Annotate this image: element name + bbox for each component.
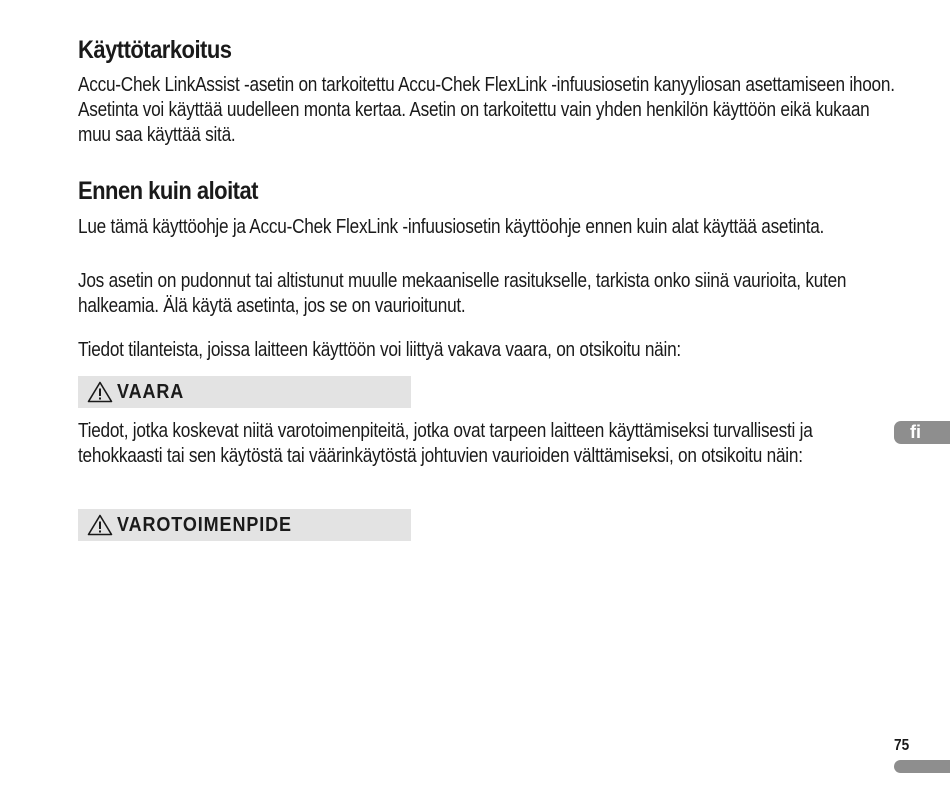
page-number: 75 <box>894 737 910 754</box>
dropped-inserter-paragraph: Jos asetin on pudonnut tai altistunut muulle mekaaniselle rasitukselle, tarkista onko siinä vaurioita, kuten halkeamia. Älä käytä asetinta, jos se on vaurioitunut. <box>78 269 847 317</box>
warning-triangle-icon <box>87 381 113 403</box>
caution-label: VAROTOIMENPIDE <box>117 513 292 536</box>
intended-use-paragraph: Accu-Chek LinkAssist -asetin on tarkoitettu Accu-Chek FlexLink -infuusiosetin kanyyliosan asettamiseen ihoon. Asetinta voi käyttää uudelleen monta kertaa. Asetin on tarkoitettu vain yhden henkilön käyttöön eikä kukaan muu saa käyttää sitä. <box>78 73 895 146</box>
section-title-intended-use: Käyttötarkoitus <box>78 36 232 64</box>
caution-intro-paragraph: Tiedot, jotka koskevat niitä varotoimenpiteitä, jotka ovat tarpeen laitteen käyttämiseksi turvallisesti ja tehokkaasti tai sen käytöstä tai väärinkäytöstä johtuvien vaurioiden välttämiseksi, on otsikoitu näin: <box>78 419 813 467</box>
danger-label: VAARA <box>117 380 185 403</box>
danger-intro-paragraph: Tiedot tilanteista, joissa laitteen käyttöön voi liittyä vakava vaara, on otsikoitu näin: <box>78 338 681 361</box>
section-title-before-you-start: Ennen kuin aloitat <box>78 177 258 205</box>
warning-triangle-icon <box>87 514 113 536</box>
read-manual-paragraph: Lue tämä käyttöohje ja Accu-Chek FlexLink -infuusiosetin käyttöohje ennen kuin alat käyttää asetinta. <box>78 215 825 238</box>
language-tab: fi <box>894 421 950 444</box>
danger-banner <box>78 376 411 408</box>
caution-banner <box>78 509 411 541</box>
footer-bar <box>894 760 950 773</box>
